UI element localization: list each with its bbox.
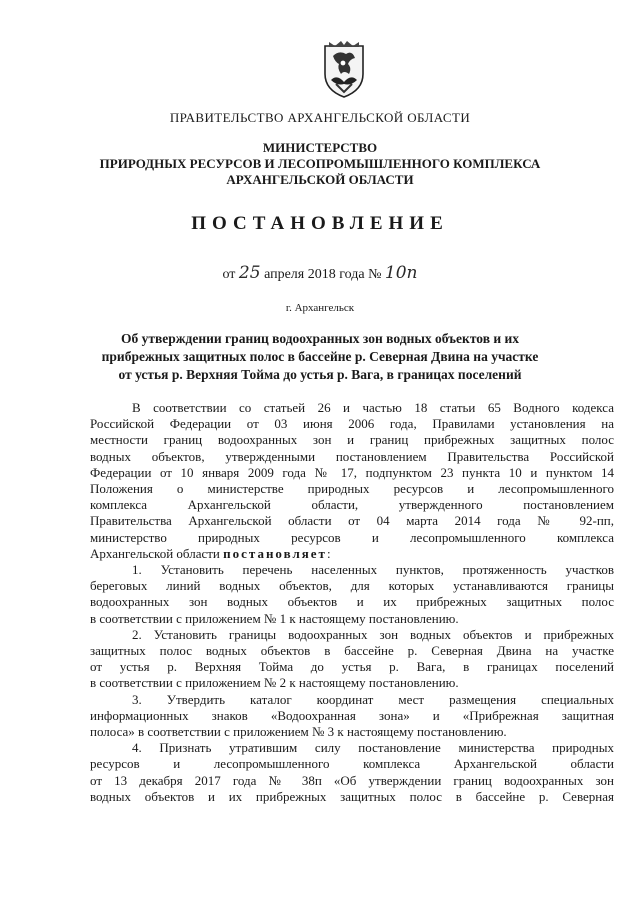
body-line: В соответствии со статьей 26 и частью 18 статьи 65 Водного кодекса	[132, 400, 614, 415]
coat-of-arms-icon	[319, 38, 369, 100]
subject-line: от устья р. Верхняя Тойма до устья р. Вага, в границах поселений	[118, 367, 522, 382]
body-line: 2. Установить границы водоохранных зон водных объектов и прибрежных	[132, 626, 614, 642]
body-line: министерство природных ресурсов и лесопромышленного комплекса	[90, 529, 614, 545]
date-line	[0, 263, 640, 283]
body-line: информационных знаков «Водоохранная зона» и «Прибрежная защитная	[90, 707, 614, 723]
ministry-line: ПРИРОДНЫХ РЕСУРСОВ И ЛЕСОПРОМЫШЛЕННОГО КОМПЛЕКСА	[99, 156, 541, 171]
body-line: Правительства Архангельской области от 04 марта 2014 года № 92-пп,	[90, 513, 614, 529]
body-line: от устья р. Верхняя Тойма до устья р. Вага, в границах поселений	[90, 659, 614, 675]
body-line: ресурсов и лесопромышленного комплекса Архангельской области	[90, 756, 614, 772]
body-line: комплекса Архангельской области, утвержденного постановлением	[90, 497, 614, 513]
body-line: береговых линий водных объектов, для которых устанавливаются границы	[90, 578, 614, 594]
body-line: водных объектов и их прибрежных защитных полос в бассейне р. Северная	[90, 788, 614, 804]
body-line: Российской Федерации от 03 июня 2006 года, Правилами установления на	[90, 416, 614, 432]
document-body	[90, 400, 614, 805]
body-line: 1. Установить перечень населенных пунктов, протяженность участков	[132, 562, 614, 578]
subject-line: прибрежных защитных полос в бассейне р. Северная Двина на участке	[101, 349, 539, 364]
resolution-prefix: Архангельской области	[90, 545, 224, 561]
body-line: 4. Признать утратившим силу постановление министерства природных	[132, 740, 614, 756]
ministry-line: МИНИСТЕРСТВО	[262, 140, 378, 155]
ministry-line: АРХАНГЕЛЬСКОЙ ОБЛАСТИ	[226, 172, 414, 187]
government-name: ПРАВИТЕЛЬСТВО АРХАНГЕЛЬСКОЙ ОБЛАСТИ	[169, 110, 471, 125]
body-line: полоса» в соответствии с приложением № 3 к настоящему постановлению.	[90, 724, 507, 740]
resolution-keyword: постановляет	[223, 545, 327, 561]
number-label: №	[368, 267, 382, 282]
ministry-name	[0, 140, 640, 188]
document-subject	[0, 330, 640, 384]
body-line: в соответствии с приложением № 2 к настоящему постановлению.	[90, 675, 459, 691]
body-line: Положения о министерстве природных ресурсов и лесопромышленного	[90, 481, 614, 497]
date-day: 25	[238, 263, 261, 283]
resolution-line	[90, 546, 614, 562]
body-line: от 13 декабря 2017 года № 38п «Об утверждении границ водоохранных зон	[90, 772, 614, 788]
document-number: 10п	[384, 263, 418, 283]
body-line: водных объектов, утвержденными постановлением Правительства Российской	[90, 448, 614, 464]
date-month-year: апреля 2018 года	[264, 267, 365, 282]
body-line: Федерации от 10 января 2009 года № 17, подпунктом 23 пункта 10 и пунктом 14	[90, 464, 614, 480]
body-line: 3. Утвердить каталог координат мест размещения специальных	[132, 691, 614, 707]
city-name: г. Архангельск	[285, 302, 355, 314]
body-line: в соответствии с приложением № 1 к настоящему постановлению.	[90, 610, 459, 626]
body-line: защитных полос водных объектов в бассейне р. Северная Двина на участке	[90, 643, 614, 659]
body-line: водоохранных зон водных объектов и их прибрежных защитных полос	[90, 594, 614, 610]
date-prefix: от	[222, 267, 236, 282]
resolution-suffix: :	[326, 545, 331, 561]
document-type: ПОСТАНОВЛЕНИЕ	[191, 213, 449, 234]
subject-line: Об утверждении границ водоохранных зон водных объектов и их	[120, 331, 520, 346]
body-line: местности границ водоохранных зон и границ прибрежных защитных полос	[90, 432, 614, 448]
